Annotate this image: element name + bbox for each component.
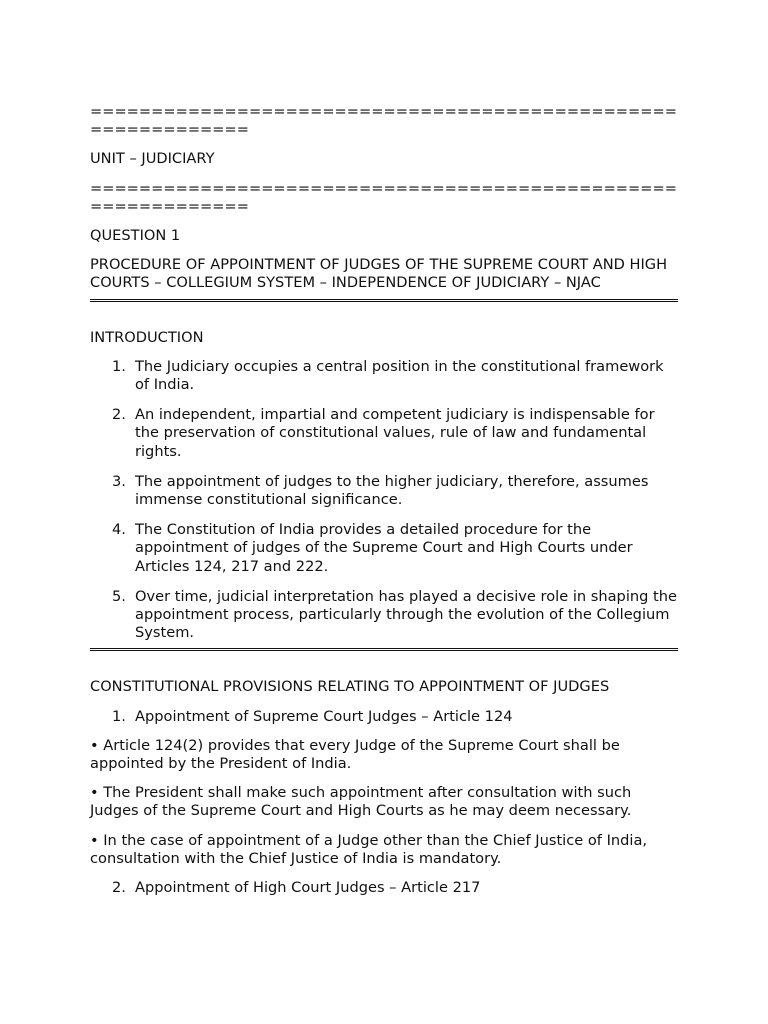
list-number: 1.	[112, 707, 126, 725]
horizontal-rule	[90, 299, 678, 302]
separator-line: =============	[90, 121, 249, 139]
horizontal-rule	[90, 648, 678, 651]
provisions-sub-list-1	[90, 708, 680, 726]
document-page	[90, 103, 680, 909]
bullet-paragraph: • Article 124(2) provides that every Judge of the Supreme Court shall be appointed by the President of India.	[90, 736, 620, 773]
list-number: 3.	[112, 472, 126, 490]
list-text: An independent, impartial and competent judiciary is indispensable for the preservation of constitutional values, rule of law and fundamental rights.	[135, 406, 655, 460]
list-item	[90, 406, 680, 461]
list-text: The Constitution of India provides a detailed procedure for the appointment of judges of the Supreme Court and High Courts under Articles 124, 217 and 222.	[135, 521, 633, 575]
question-label: QUESTION 1	[90, 227, 181, 245]
separator-line: =============	[90, 197, 249, 215]
separator-line: ================================================	[90, 103, 677, 120]
list-item	[90, 588, 680, 643]
provisions-sub-list-2	[90, 879, 680, 897]
list-number: 5.	[112, 587, 126, 605]
list-item	[90, 521, 680, 576]
separator-line: ================================================	[90, 179, 677, 197]
separator-middle	[90, 180, 680, 216]
list-text: Over time, judicial interpretation has played a decisive role in shaping the appointment process, particularly through the evolution of the Collegium System.	[135, 587, 677, 642]
list-number: 2.	[112, 406, 126, 424]
list-item	[90, 879, 680, 897]
bullet-paragraph: • The President shall make such appointment after consultation with such Judges of the Supreme Court and High Courts as he may deem necessary.	[90, 784, 632, 820]
list-text: The appointment of judges to the higher judiciary, therefore, assumes immense constitutional significance.	[135, 472, 649, 509]
list-number: 2.	[112, 879, 126, 897]
list-text: Appointment of Supreme Court Judges – Article 124	[135, 707, 513, 725]
list-item	[90, 358, 680, 394]
question-heading: PROCEDURE OF APPOINTMENT OF JUDGES OF THE SUPREME COURT AND HIGH COURTS – COLLEGIUM SYSTEM – INDEPENDENCE OF JUDICIARY – NJAC	[90, 256, 668, 292]
list-item	[90, 708, 680, 726]
list-number: 1.	[112, 357, 126, 375]
separator-top	[90, 103, 680, 139]
section-title-provisions: CONSTITUTIONAL PROVISIONS RELATING TO APPOINTMENT OF JUDGES	[90, 678, 610, 696]
list-number: 4.	[112, 521, 126, 539]
section-title-introduction: INTRODUCTION	[90, 328, 204, 346]
bullet-paragraph: • In the case of appointment of a Judge other than the Chief Justice of India, consultation with the Chief Justice of India is mandatory.	[90, 831, 648, 867]
unit-title: UNIT – JUDICIARY	[90, 150, 215, 168]
list-text: Appointment of High Court Judges – Article 217	[135, 879, 481, 897]
list-item	[90, 473, 680, 509]
list-text: The Judiciary occupies a central position in the constitutional framework of India.	[135, 357, 664, 394]
introduction-list	[90, 358, 680, 643]
